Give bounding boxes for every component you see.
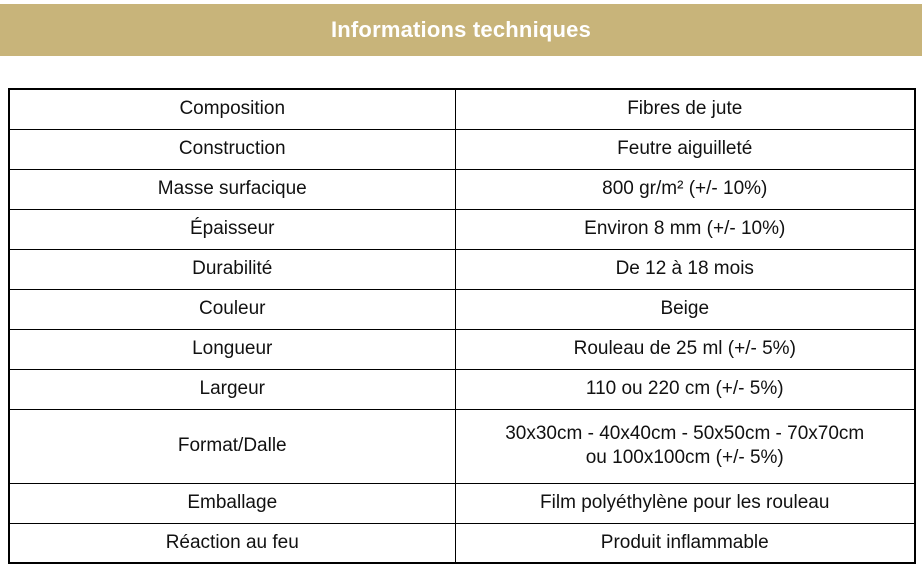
- spec-label: Largeur: [9, 369, 455, 409]
- table-row: [9, 483, 915, 523]
- table-row: [9, 169, 915, 209]
- table-row: [9, 409, 915, 483]
- table-row: [9, 289, 915, 329]
- spec-value: [455, 409, 915, 483]
- table-row: [9, 209, 915, 249]
- spec-value: De 12 à 18 mois: [455, 249, 915, 289]
- spec-label: Épaisseur: [9, 209, 455, 249]
- spec-value: 110 ou 220 cm (+/- 5%): [455, 369, 915, 409]
- spec-label: Masse surfacique: [9, 169, 455, 209]
- spec-label: Composition: [9, 89, 455, 129]
- table-row: [9, 329, 915, 369]
- spec-value-line: ou 100x100cm (+/- 5%): [585, 447, 784, 468]
- table-row: [9, 129, 915, 169]
- table-row: [9, 249, 915, 289]
- spec-value: Rouleau de 25 ml (+/- 5%): [455, 329, 915, 369]
- spec-value: Feutre aiguilleté: [455, 129, 915, 169]
- table-row: [9, 89, 915, 129]
- spec-value: 800 gr/m² (+/- 10%): [455, 169, 915, 209]
- spec-value: Environ 8 mm (+/- 10%): [455, 209, 915, 249]
- spec-label: Emballage: [9, 483, 455, 523]
- spec-label: Longueur: [9, 329, 455, 369]
- spec-label: Durabilité: [9, 249, 455, 289]
- page-title: Informations techniques: [330, 17, 592, 42]
- spec-value-line: 30x30cm - 40x40cm - 50x50cm - 70x70cm: [505, 423, 865, 444]
- table-row: [9, 523, 915, 563]
- spec-label: Couleur: [9, 289, 455, 329]
- spec-value: Produit inflammable: [455, 523, 915, 563]
- spec-label: Format/Dalle: [9, 409, 455, 483]
- table-row: [9, 369, 915, 409]
- spec-value: Beige: [455, 289, 915, 329]
- spec-label: Réaction au feu: [9, 523, 455, 563]
- spec-value: Film polyéthylène pour les rouleau: [455, 483, 915, 523]
- spec-value: Fibres de jute: [455, 89, 915, 129]
- header-bar: [0, 4, 922, 56]
- spec-label: Construction: [9, 129, 455, 169]
- technical-specs-table: [8, 88, 916, 564]
